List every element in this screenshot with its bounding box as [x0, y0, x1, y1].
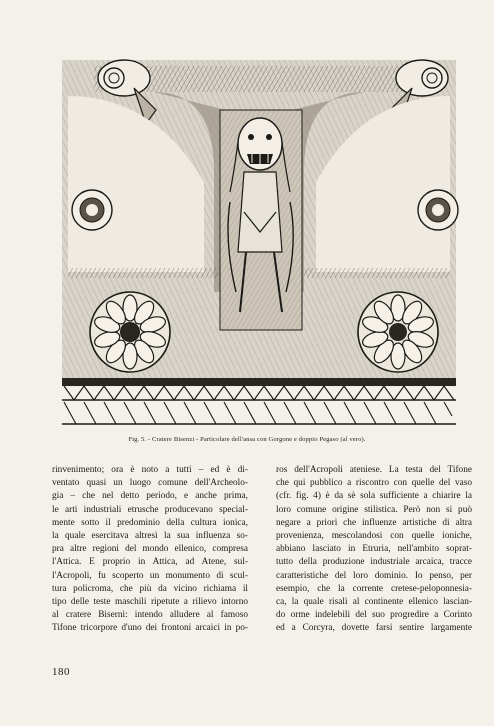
text-line: do orme indelebili del suo progredire a Corinto — [276, 610, 472, 621]
text-line: tura policroma, che più da vicino richiama il — [52, 583, 248, 594]
text-line: l'Attica. E proprio in Attica, ad Atene, sul- — [52, 557, 248, 568]
text-line: al cratere Biserni: intendo alludere al famoso — [52, 610, 248, 621]
text-line: loro comune origine stilistica. Però non si può — [276, 504, 472, 515]
text-line: Tifone tricorpore d'uno dei frontoni arcaici in po- — [52, 623, 248, 634]
page-number: 180 — [52, 666, 70, 678]
text-line: che qui pubblico a riscontro con quelle del vaso — [276, 478, 472, 489]
text-line: tutto della produzione industriale arcaica, tracce — [276, 557, 472, 568]
text-line: ca, la quale risalì al continente ellenico lascian- — [276, 597, 472, 608]
text-line: ed a Corcyra, dovette farsi sentire largamente — [276, 623, 472, 634]
zigzag-border — [62, 378, 456, 424]
disc-left — [72, 190, 112, 230]
text-line: abbiano lasciato in Etruria, nell'ambito soprat- — [276, 544, 472, 555]
text-line: rinvenimento; ora è noto a tutti – ed è di- — [52, 465, 248, 475]
text-line: ventato quasi un luogo comune dell'Archeolo- — [52, 478, 248, 489]
text-line: mente sotto il predominio della cultura ionica, — [52, 517, 248, 528]
left-text-column — [52, 464, 248, 636]
text-line: l'Acropoli, fu scoperto un monumento di scul- — [52, 570, 248, 581]
gorgon-pegasus-drawing — [54, 52, 464, 430]
text-line: ros dell'Acropoli ateniese. La testa del Tifone — [276, 465, 472, 475]
rosette-right — [358, 292, 438, 372]
text-line: la quale esercitava altresì la sua influenza so- — [52, 531, 248, 542]
figure-illustration — [54, 52, 464, 430]
text-line: gia – che nel detto periodo, e anche prima, — [52, 491, 248, 502]
figure-caption: Fig. 5. - Cratere Bisenzi - Particolare dell'ansa con Gorgone e doppio Pegaso (al vero). — [128, 436, 366, 443]
text-line: negare a priori che influenze artistiche di altra — [276, 517, 472, 528]
text-line: le arti industriali etrusche producevano special- — [52, 504, 248, 515]
text-line: (cfr. fig. 4) è da sè sola sufficiente a chiarire la — [276, 491, 472, 502]
text-line: caratteristiche del loro dominio. Io penso, per — [276, 570, 472, 581]
gorgon-figure — [220, 110, 302, 330]
text-line: tipo delle teste maschili ripetute a rilievo intorno — [52, 597, 248, 608]
text-line: esempio, che la corrente cretese-peloponnesia- — [276, 583, 472, 594]
text-line: pra altre regioni del mondo ellenico, compresa — [52, 544, 248, 555]
rosette-left — [90, 292, 170, 372]
right-text-column — [276, 464, 472, 636]
text-line: provenienza, mescolandosi con quelle ioniche, — [276, 531, 472, 542]
disc-right — [418, 190, 458, 230]
